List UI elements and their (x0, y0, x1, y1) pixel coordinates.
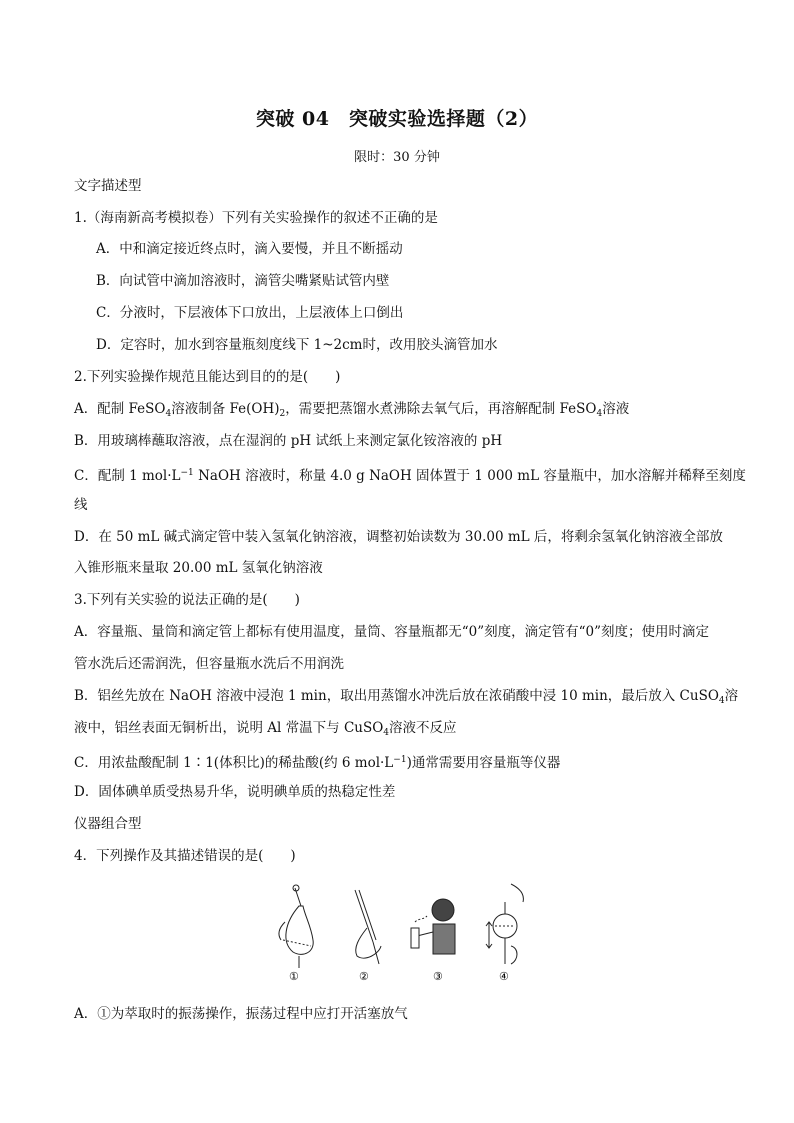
q3-option-a: A．容量瓶、量筒和滴定管上都标有使用温度，量筒、容量瓶都无“0”刻度，滴定管有“0”刻度；使用时滴定 (74, 624, 710, 640)
q3-b-part1: B．铝丝先放在 NaOH 溶液中浸泡 1 min，取出用蒸馏水冲洗后放在浓硝酸中浸 10 min，最后放入 CuSO (74, 688, 719, 704)
pipette-drawing (355, 890, 381, 964)
time-limit: 限时：30 分钟 (354, 150, 440, 165)
superscript: −1 (180, 468, 194, 478)
q3-b-part2: 溶 (724, 688, 739, 704)
q2-c-part2: NaOH 溶液时，称量 4.0 g NaOH 固体置于 1 000 mL 容量瓶中，加水溶解并稀释至刻度 (193, 468, 746, 484)
q4-option-a: A．①为萃取时的振荡操作，振荡过程中应打开活塞放气 (74, 1006, 408, 1022)
q2-option-d-cont: 入锥形瓶来量取 20.00 mL 氢氧化钠溶液 (74, 560, 323, 576)
subscript: 4 (596, 409, 603, 419)
figure-label-1: ① (289, 970, 299, 983)
subscript: 2 (279, 409, 286, 419)
q3-option-d: D．固体碘单质受热易升华，说明碘单质的热稳定性差 (74, 784, 396, 800)
q2-option-a (74, 399, 734, 424)
q3-b-part4: 溶液不反应 (389, 720, 457, 736)
q2-a-part3: ，需要把蒸馏水煮沸除去氧气后，再溶解配制 FeSO (285, 401, 597, 417)
figure-label-3: ③ (433, 970, 443, 983)
q1-option-d: D．定容时，加水到容量瓶刻度线下 1~2cm时，改用胶头滴管加水 (96, 337, 498, 353)
figure-label-2: ② (359, 970, 369, 983)
figure-label-4: ④ (499, 970, 509, 983)
q3-option-b (74, 686, 739, 711)
q4-apparatus-figure (255, 882, 545, 984)
subscript: 4 (383, 728, 390, 738)
separatory-funnel-drawing (279, 885, 313, 968)
q2-option-c-cont: 线 (74, 497, 88, 513)
q4-stem: 4．下列操作及其描述错误的是( ) (74, 848, 296, 864)
q1-option-a: A．中和滴定接近终点时，滴入要慢，并且不断摇动 (96, 241, 403, 257)
q2-a-part2: 溶液制备 Fe(OH) (171, 401, 280, 417)
q2-stem: 2.下列实验操作规范且能达到目的的是( ) (74, 369, 341, 385)
q2-option-c (74, 463, 746, 486)
q2-c-part1: C．配制 1 mol·L (74, 468, 181, 484)
q3-b-part3: 液中，铝丝表面无铜析出，说明 Al 常温下与 CuSO (74, 720, 384, 736)
q2-a-part1: A．配制 FeSO (74, 401, 166, 417)
q1-stem: 1.（海南新高考模拟卷）下列有关实验操作的叙述不正确的是 (74, 210, 438, 226)
q3-option-b-cont (74, 718, 734, 743)
subscript: 4 (165, 409, 172, 419)
smelling-gas-drawing (411, 899, 455, 954)
section-heading-text: 文字描述型 (74, 178, 142, 194)
superscript: −1 (393, 755, 407, 765)
bulb-funnel-drawing (486, 884, 523, 964)
subscript: 4 (718, 696, 725, 706)
q3-option-a-cont: 管水洗后还需润洗，但容量瓶水洗后不用润洗 (74, 656, 344, 672)
q1-option-b: B．向试管中滴加溶液时，滴管尖嘴紧贴试管内壁 (96, 273, 390, 289)
page-title: 突破 04 突破实验选择题（2） (255, 108, 539, 130)
q3-option-c (74, 750, 734, 773)
q3-stem: 3.下列有关实验的说法正确的是( ) (74, 592, 300, 608)
q2-option-b: B．用玻璃棒蘸取溶液，点在湿润的 pH 试纸上来测定氯化铵溶液的 pH (74, 433, 503, 449)
q3-c-part1: C．用浓盐酸配制 1∶1(体积比)的稀盐酸(约 6 mol·L (74, 755, 394, 771)
q1-option-c: C．分液时，下层液体下口放出，上层液体上口倒出 (96, 305, 404, 321)
q2-option-d: D．在 50 mL 碱式滴定管中装入氢氧化钠溶液，调整初始读数为 30.00 mL 后，将剩余氢氧化钠溶液全部放 (74, 529, 723, 545)
q2-a-part4: 溶液 (602, 401, 630, 417)
section-heading-instruments: 仪器组合型 (74, 816, 142, 832)
q3-c-part2: )通常需要用容量瓶等仪器 (406, 755, 561, 771)
